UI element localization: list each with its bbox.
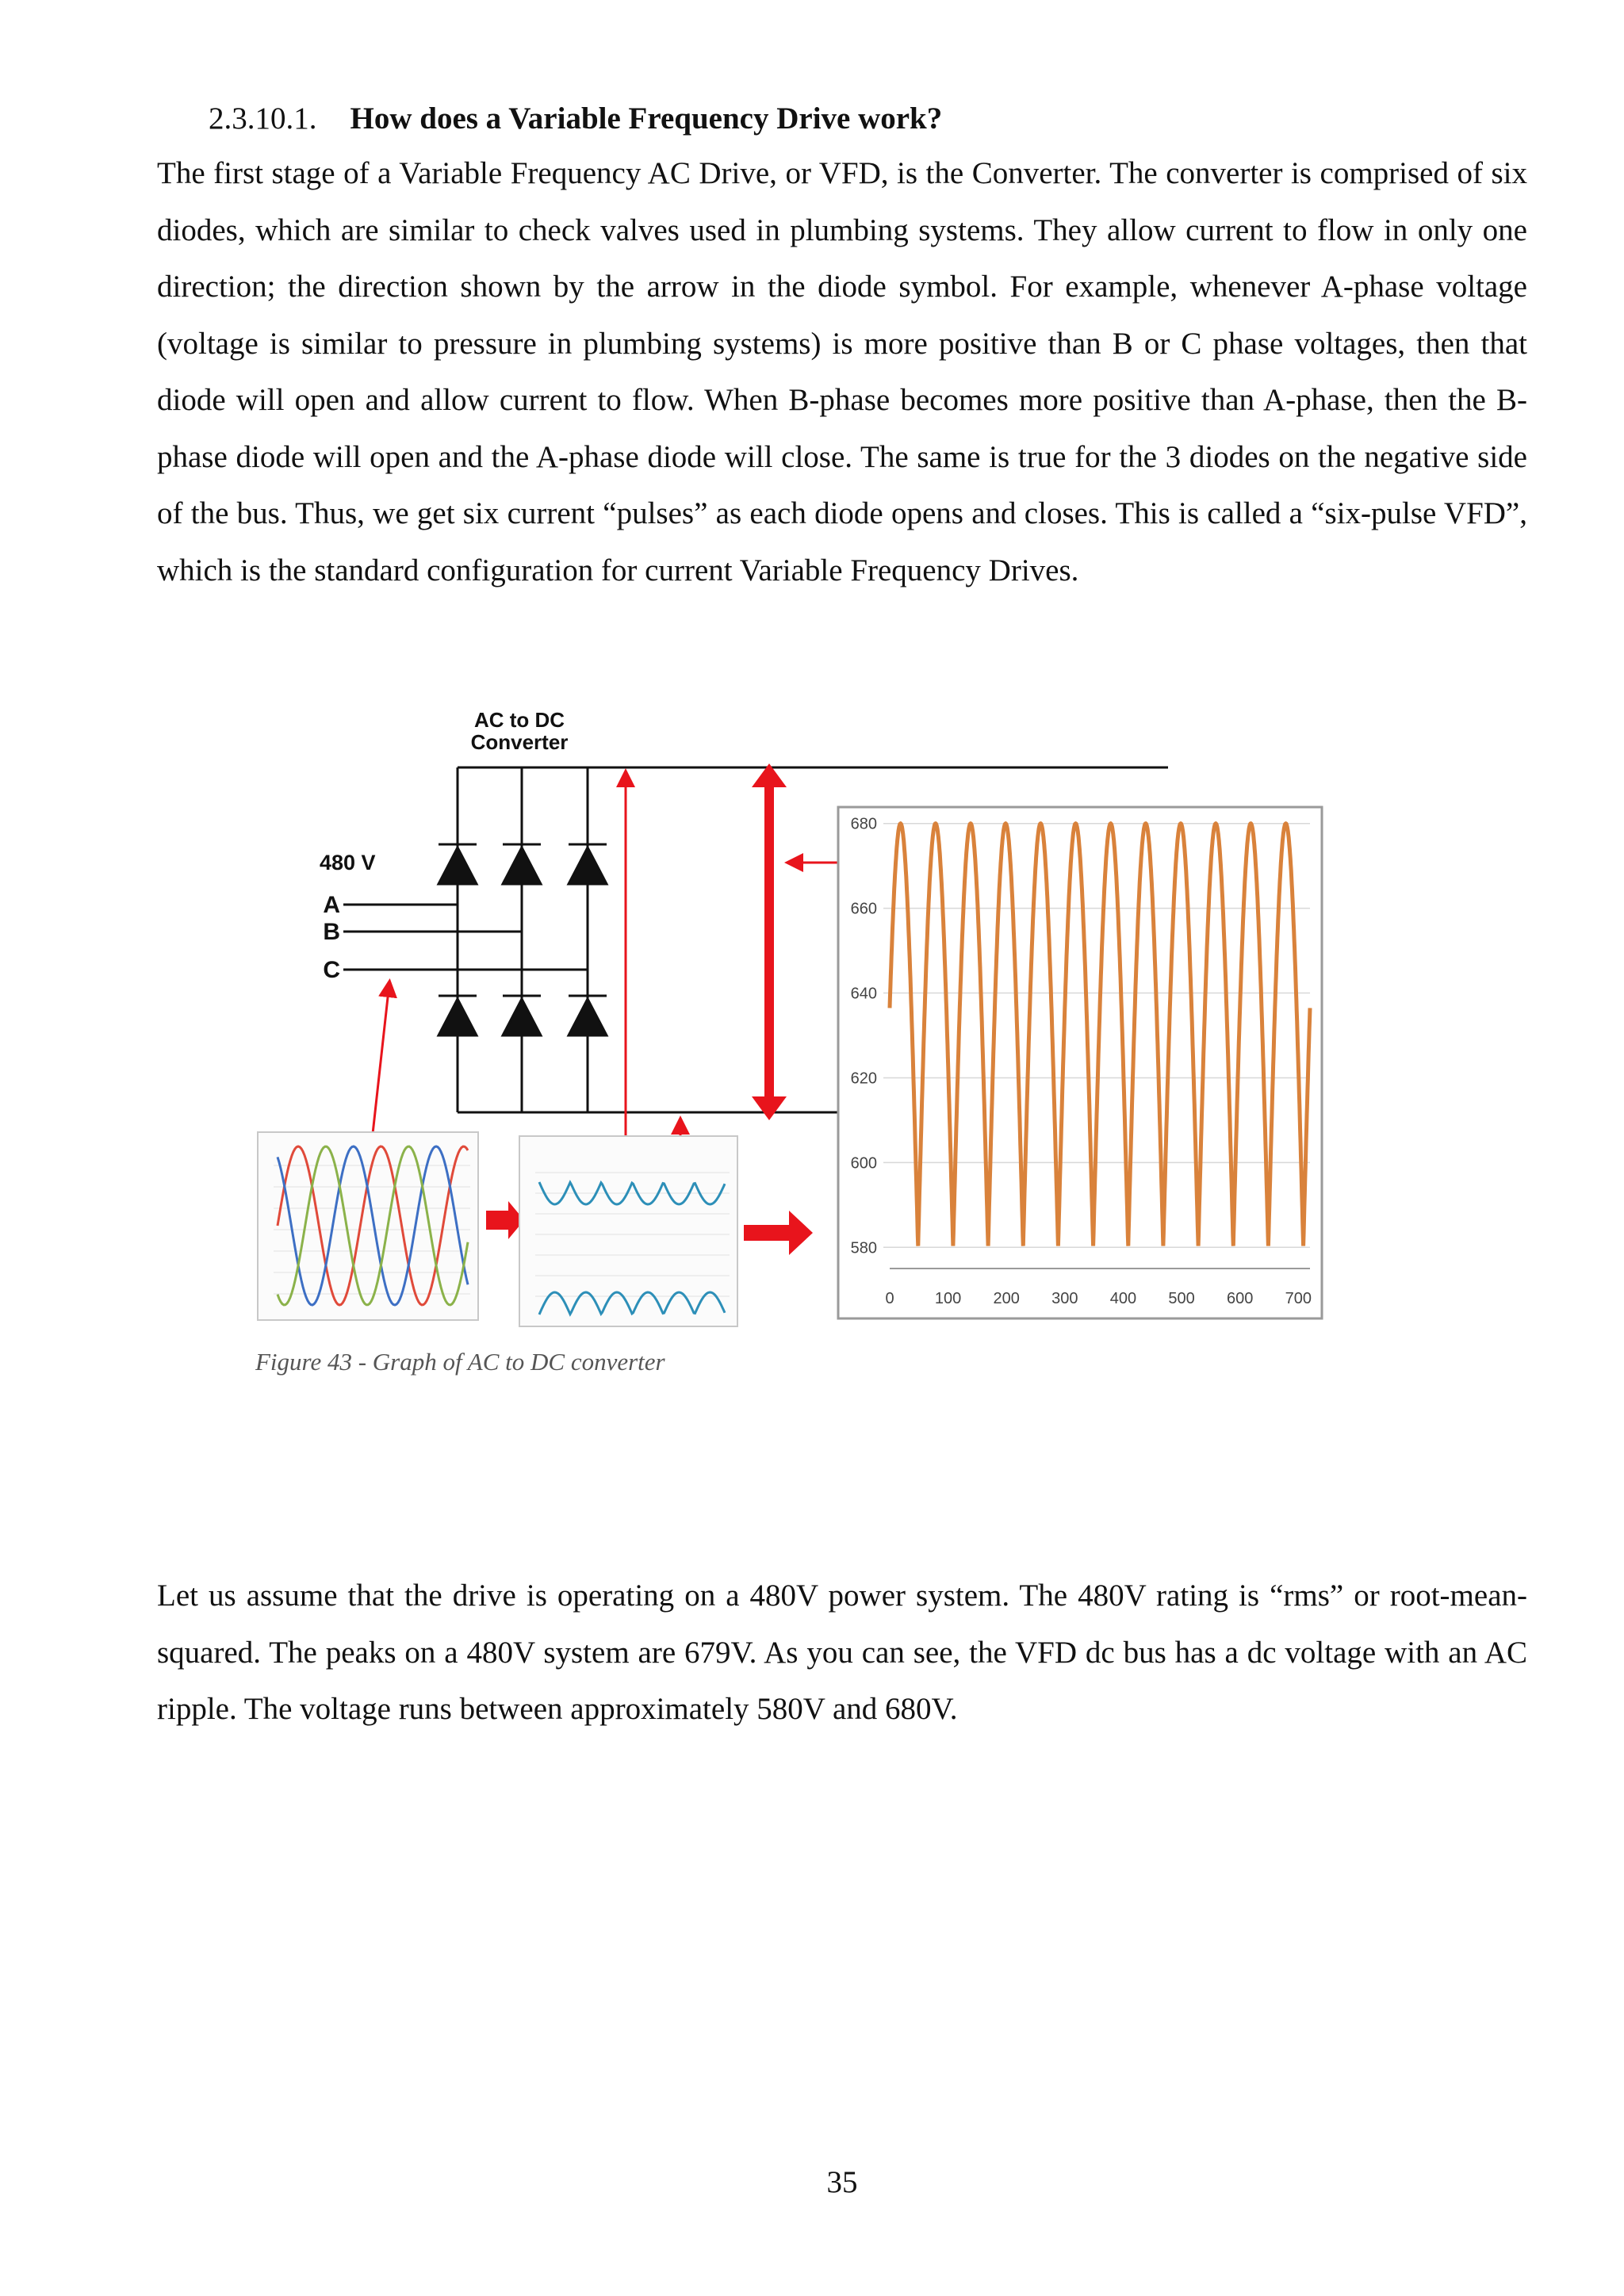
figure-svg — [242, 686, 1360, 1344]
diode-a-upper — [439, 848, 477, 884]
ripple-y-tick-680: 680 — [850, 815, 877, 833]
section-heading — [209, 95, 942, 143]
diode-b-lower — [503, 999, 541, 1035]
three-phase-chart — [258, 1132, 478, 1320]
flow-arrow-1 — [486, 1201, 524, 1239]
dc-ripple-chart — [838, 807, 1322, 1318]
ripple-x-tick-500: 500 — [1168, 1290, 1195, 1307]
rectified-chart — [519, 1136, 737, 1326]
ripple-y-tick-640: 640 — [850, 985, 877, 1003]
arrow-to-phase-c — [373, 983, 389, 1134]
diode-b-upper — [503, 848, 541, 884]
voltage-label: 480 V — [320, 851, 376, 874]
page-number: 35 — [826, 2165, 858, 2199]
phase-label-b: B — [323, 919, 340, 945]
flow-arrow-2 — [744, 1211, 813, 1255]
dc-bus-voltage-arrow — [752, 763, 787, 1120]
converter-label-line2: Converter — [470, 730, 569, 754]
phase-label-c: C — [323, 957, 340, 983]
ripple-x-tick-700: 700 — [1285, 1290, 1312, 1307]
ripple-x-tick-200: 200 — [993, 1290, 1020, 1307]
ripple-y-tick-620: 620 — [850, 1070, 877, 1088]
figure-caption: Figure 43 - Graph of AC to DC converter — [255, 1348, 665, 1376]
phase-label-a: A — [323, 892, 340, 918]
ripple-x-tick-600: 600 — [1226, 1290, 1254, 1307]
ripple-y-tick-660: 660 — [850, 900, 877, 918]
diode-c-upper — [569, 848, 607, 884]
ripple-x-tick-100: 100 — [934, 1290, 962, 1307]
figure-ac-dc-converter — [242, 686, 1360, 1344]
diode-a-lower — [439, 999, 477, 1035]
ripple-x-tick-0: 0 — [885, 1290, 894, 1307]
ripple-y-tick-600: 600 — [850, 1154, 877, 1173]
diode-c-lower — [569, 999, 607, 1035]
section-number: 2.3.10.1. — [209, 101, 317, 136]
converter-label-line1: AC to DC — [473, 708, 565, 732]
ripple-x-tick-300: 300 — [1051, 1290, 1078, 1307]
paragraph-480v-system: Let us assume that the drive is operating on a 480V power system. The 480V rating is “rms” or root-mean-squared. The peaks on a 480V system are 679V. As you can see, the VFD dc bus has a dc voltage with an AC ripple. The voltage runs between approximately 580V and 680V. — [157, 1578, 1527, 1726]
diodes-lower — [439, 996, 607, 1035]
paragraph-converter: The first stage of a Variable Frequency AC Drive, or VFD, is the Converter. The converter is comprised of six diodes, which are similar to check valves used in plumbing systems. They allow current to flow in only one direction; the direction shown by the arrow in the diode symbol. For example, whenever A-phase voltage (voltage is similar to pressure in plumbing systems) is more positive than B or C phase voltages, then that diode will open and allow current to flow. When B-phase becomes more positive than A-phase, then the B-phase diode will open and the A-phase diode will close. The same is true for the 3 diodes on the negative side of the bus. Thus, we get six current “pulses” as each diode opens and closes. This is called a “six-pulse VFD”, which is the standard configuration for current Variable Frequency Drives. — [157, 156, 1527, 587]
section-title: How does a Variable Frequency Drive work? — [350, 101, 943, 136]
ripple-x-tick-400: 400 — [1109, 1290, 1137, 1307]
ripple-y-tick-580: 580 — [850, 1239, 877, 1257]
diodes-upper — [439, 844, 607, 884]
